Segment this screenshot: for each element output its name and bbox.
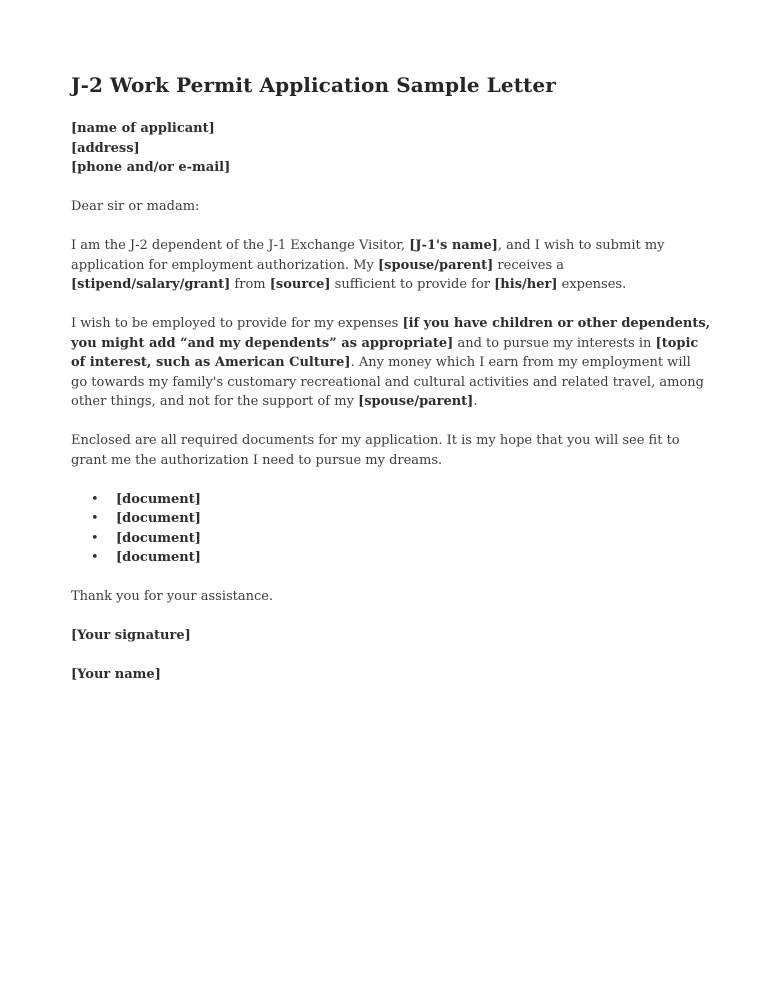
bullet-icon: • xyxy=(91,530,99,546)
paragraph-intro xyxy=(71,236,711,295)
intro-placeholder-source: [source] xyxy=(269,277,331,292)
closing-line: Thank you for your assistance. xyxy=(71,589,274,604)
name-text: [Your name] xyxy=(71,667,161,682)
list-item xyxy=(71,548,711,568)
document-placeholder: [document] xyxy=(116,491,201,507)
intro-text-6: expenses. xyxy=(557,277,627,292)
applicant-header xyxy=(71,119,711,178)
letter-body xyxy=(71,119,711,704)
intro-text-4: from xyxy=(230,277,270,292)
employment-text-3: . Any money which I earn from my employment will go towards my family's customary recreational and cultural activities and related travel, among other things, and not for the support of my xyxy=(71,355,704,409)
employment-text-4: . xyxy=(473,394,478,409)
applicant-address-line: [address] xyxy=(71,140,140,156)
document-list xyxy=(71,490,711,568)
page-title: J-2 Work Permit Application Sample Letter xyxy=(71,73,556,97)
salutation: Dear sir or madam: xyxy=(71,199,200,214)
intro-placeholder-j1-name: [J-1's name] xyxy=(409,238,498,253)
list-item xyxy=(71,490,711,510)
intro-text-3: receives a xyxy=(493,257,565,273)
paragraph-enclosed: Enclosed are all required documents for my application. It is my hope that you will see fit to grant me the authorization I need to pursue my dreams. xyxy=(71,433,680,468)
paragraph-employment xyxy=(71,314,711,412)
employment-text-2: and to pursue my interests in xyxy=(453,335,656,351)
employment-placeholder-topic: [topic of interest, such as American Culture] xyxy=(71,335,699,370)
employment-placeholder-dependents: [if you have children or other dependents, you might add “and my dependents” as appropriate] xyxy=(71,316,711,351)
signature-placeholder xyxy=(71,626,711,646)
intro-text-1: I am the J-2 dependent of the J-1 Exchange Visitor, xyxy=(71,238,410,253)
applicant-contact-line: [phone and/or e-mail] xyxy=(71,160,231,175)
intro-placeholder-his-her: [his/her] xyxy=(494,277,558,292)
intro-text-2: , and I wish to submit my application for employment authorization. My xyxy=(71,238,665,273)
intro-placeholder-spouse-parent: [spouse/parent] xyxy=(378,257,494,273)
intro-text-5: sufficient to provide for xyxy=(330,277,495,292)
employment-text-1: I wish to be employed to provide for my expenses xyxy=(71,316,403,331)
bullet-icon: • xyxy=(91,550,99,565)
name-placeholder xyxy=(71,665,711,685)
document-placeholder: [document] xyxy=(116,530,201,546)
bullet-icon: • xyxy=(91,491,99,507)
intro-placeholder-stipend: [stipend/salary/grant] xyxy=(71,277,231,292)
list-item xyxy=(71,529,711,549)
employment-placeholder-spouse-parent: [spouse/parent] xyxy=(358,394,474,409)
bullet-icon: • xyxy=(91,511,99,526)
document-placeholder: [document] xyxy=(116,511,201,526)
signature-text: [Your signature] xyxy=(71,628,191,643)
document-placeholder: [document] xyxy=(116,550,201,565)
applicant-name-line: [name of applicant] xyxy=(71,121,215,136)
list-item xyxy=(71,509,711,529)
